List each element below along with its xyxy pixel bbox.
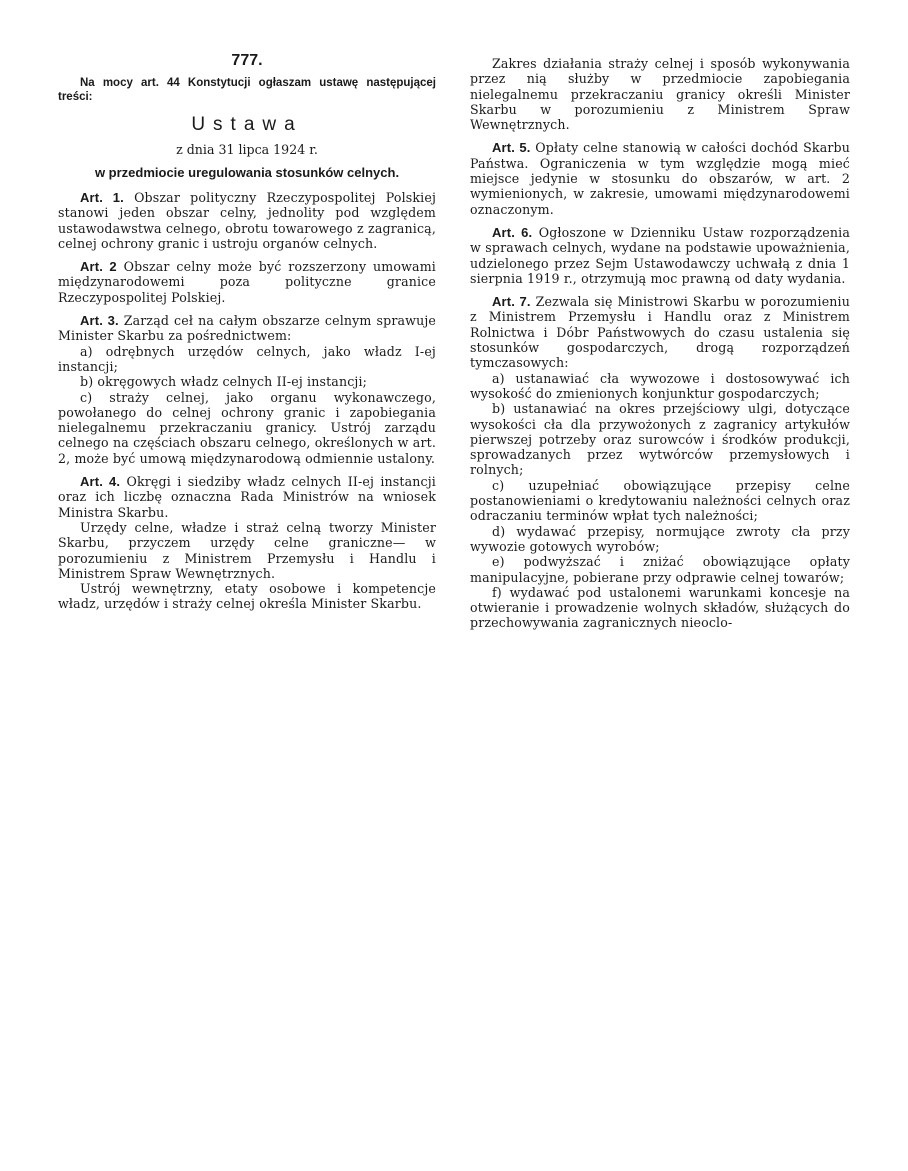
document-title: Ustawa: [191, 114, 303, 135]
article-6-label: Art. 6.: [492, 224, 533, 240]
article-7-item-b: b) ustanawiać na okres przejściowy ulgi, dotyczące wysokości cła dla przywożonych z zagranicy artykułów pierwszej potrzeby oraz surowców i środków produkcji, sprowadzanych przez wytwórców przemysłowych i rolnych;: [470, 401, 850, 478]
right-column: [470, 56, 850, 631]
article-5: [470, 140, 850, 216]
article-4-continuation: Zakres działania straży celnej i sposób wykonywania przez nią służby w przedmiocie zapobiegania nielegalnemu przekraczaniu granicy określi Minister Skarbu w porozumieniu z Ministrem Spraw Wewnętrznych.: [470, 56, 850, 133]
article-3: [58, 313, 436, 344]
article-7-item-c: c) uzupełniać obowiązujące przepisy celne postanowieniami o kredytowaniu należności celnych oraz odraczaniu terminów wpłat tych należności;: [470, 477, 850, 524]
article-1-label: Art. 1.: [80, 190, 124, 205]
article-7-item-a: a) ustanawiać cła wywozowe i dostosowywać ich wysokość do zmienionych konjunktur gospodarczych;: [470, 370, 850, 401]
article-4-text: Okręgi i siedziby władz celnych II-ej instancji oraz ich liczbę oznaczna Rada Ministrów na wniosek Ministra Skarbu.: [58, 474, 436, 520]
article-3-item-c: c) straży celnej, jako organu wykonawczego, powołanego do celnej ochrony granic i zapobiegania nielegalnemu przekraczaniu granicy. Ustrój zarządu celnego na częściach obszaru celnego, określonych w art. 2, może być umową międzynarodową odmiennie ustalony.: [58, 389, 436, 466]
document-subject: w przedmiocie uregulowania stosunków celnych.: [94, 165, 400, 180]
article-1-text: Obszar polityczny Rzeczypospolitej Polskiej stanowi jeden obszar celny, jednolity pod względem ustawodawstwa celnego, obrotu towarowego z zagranicą, celnej ochrony granic i ustroju organów celnych.: [58, 190, 436, 251]
article-4: [58, 474, 436, 520]
article-2: [58, 259, 436, 305]
left-column: [58, 52, 436, 612]
article-7: [470, 294, 850, 370]
article-7-text: Zezwala się Ministrowi Skarbu w porozumieniu z Ministrem Przemysłu i Handlu oraz z Ministrem Rolnictwa i Dóbr Państwowych do czasu ustalenia się stosunków gospodarczych, drogą rozporządzeń tymczasowych:: [470, 294, 850, 371]
article-4-label: Art. 4.: [80, 474, 121, 490]
document-date: z dnia 31 lipca 1924 r.: [176, 142, 318, 157]
article-5-label: Art. 5.: [492, 140, 531, 156]
article-3-text: Zarząd ceł na całym obszarze celnym sprawuje Minister Skarbu za pośrednictwem:: [58, 313, 436, 344]
act-number: 777.: [231, 52, 263, 69]
article-2-label: Art. 2: [80, 259, 117, 275]
article-7-item-f: f) wydawać pod ustalonemi warunkami koncesje na otwieranie i prowadzenie wolnych składów, służących do przechowywania zagranicznych nieoclo-: [470, 584, 850, 631]
preamble: Na mocy art. 44 Konstytucji ogłaszam ustawę następującej treści:: [58, 77, 436, 103]
article-3-item-b: b) okręgowych władz celnych II-ej instancji;: [80, 374, 368, 390]
article-3-label: Art. 3.: [80, 313, 119, 329]
article-3-item-a: a) odrębnych urzędów celnych, jako władz I-ej instancji;: [58, 343, 436, 374]
article-6: [470, 225, 850, 286]
article-7-label: Art. 7.: [492, 294, 531, 310]
article-7-item-e: e) podwyższać i zniżać obowiązujące opłaty manipulacyjne, pobierane przy odprawie celnej towarów;: [470, 554, 850, 585]
article-4-paragraph-2: Urzędy celne, władze i straż celną tworzy Minister Skarbu, przyczem urzędy celne graniczne— w porozumieniu z Ministrem Przemysłu i Handlu i Ministrem Spraw Wewnętrznych.: [58, 519, 436, 581]
article-2-text: Obszar celny może być rozszerzony umowami międzynarodowemi poza polityczne granice Rzeczypospolitej Polskiej.: [58, 259, 436, 305]
article-7-item-d: d) wydawać przepisy, normujące zwroty cła przy wywozie gotowych wyrobów;: [470, 523, 850, 554]
article-6-text: Ogłoszone w Dzienniku Ustaw rozporządzenia w sprawach celnych, wydane na podstawie upoważnienia, udzielonego przez Sejm Ustawodawczy uchwałą z dnia 1 sierpnia 1919 r., otrzymują moc prawną od daty wydania.: [470, 224, 850, 286]
article-1: [58, 190, 436, 251]
article-5-text: Opłaty celne stanowią w całości dochód Skarbu Państwa. Ograniczenia w tym względzie mogą mieć miejsce jedynie w stosunku do obszarów, w art. 2 wymienionych, w zakresie, umowami międzynarodowemi oznaczonym.: [470, 140, 850, 217]
article-4-paragraph-3: Ustrój wewnętrzny, etaty osobowe i kompetencje władz, urzędów i straży celnej określa Minister Skarbu.: [58, 581, 436, 612]
